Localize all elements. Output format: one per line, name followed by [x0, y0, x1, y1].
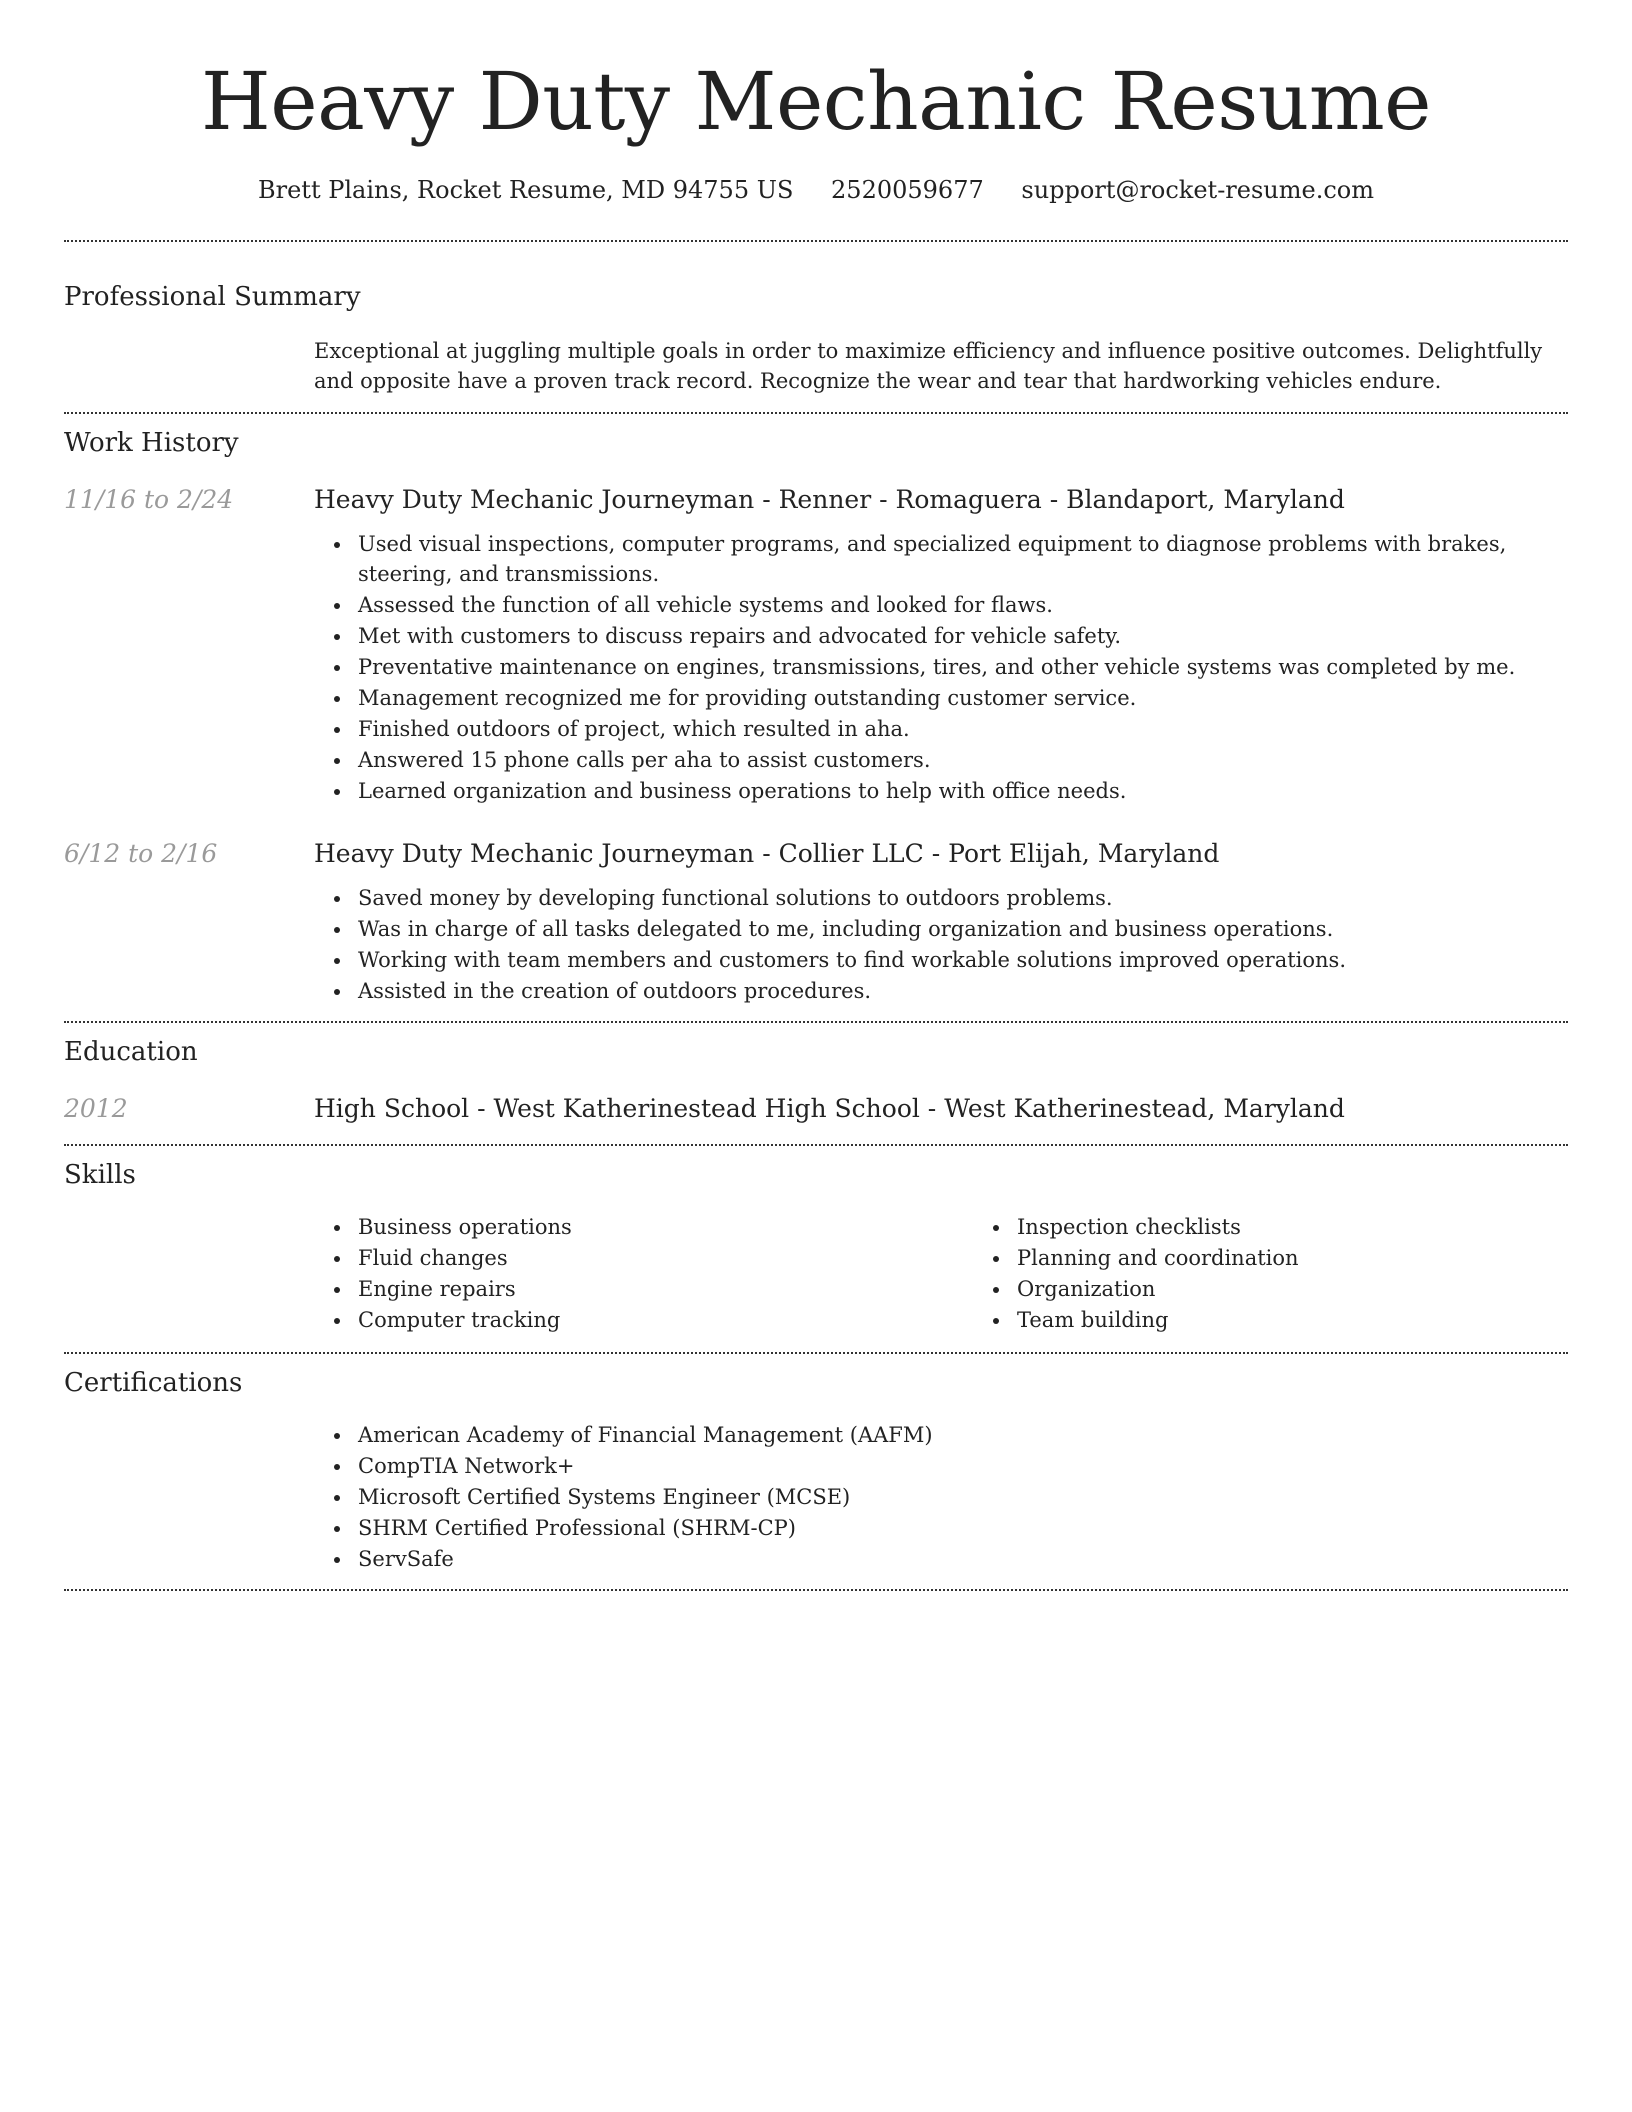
- job-title: Heavy Duty Mechanic Journeyman - Renner - Romaguera - Blandaport, Maryland: [314, 485, 1345, 514]
- education-title: High School - West Katherinestead High School - West Katherinestead, Maryland: [314, 1094, 1345, 1123]
- list-item: Fluid changes: [358, 1243, 973, 1273]
- skills-list-right: [973, 1212, 1632, 1336]
- list-item: ServSafe: [358, 1544, 1568, 1574]
- job-bullets: [314, 529, 1568, 806]
- certifications-heading: Certifications: [64, 1368, 243, 1398]
- certifications-list: [314, 1420, 1568, 1574]
- list-item: Assessed the function of all vehicle systems and looked for flaws.: [358, 590, 1568, 620]
- summary-heading: Professional Summary: [64, 282, 361, 312]
- list-item: SHRM Certified Professional (SHRM-CP): [358, 1513, 1568, 1543]
- list-item: Management recognized me for providing outstanding customer service.: [358, 683, 1568, 713]
- list-item: Computer tracking: [358, 1305, 973, 1335]
- list-item: Planning and coordination: [1017, 1243, 1632, 1273]
- summary-text: Exceptional at juggling multiple goals in order to maximize efficiency and influence positive outcomes. Delightfully and opposite have a proven track record. Recognize the wear and tear that hardworking vehicles endure.: [314, 339, 1543, 393]
- list-item: Inspection checklists: [1017, 1212, 1632, 1242]
- contact-address: Brett Plains, Rocket Resume, MD 94755 US: [257, 176, 794, 204]
- list-item: Preventative maintenance on engines, transmissions, tires, and other vehicle systems was completed by me.: [358, 652, 1568, 682]
- list-item: Working with team members and customers to find workable solutions improved operations.: [358, 945, 1568, 975]
- job-bullets: [314, 883, 1568, 1006]
- list-item: Business operations: [358, 1212, 973, 1242]
- work-section: [64, 414, 1568, 1007]
- education-section: [64, 1023, 1568, 1126]
- job-dates: 11/16 to 2/24: [64, 485, 234, 514]
- job-entry: [64, 837, 1568, 1007]
- list-item: Organization: [1017, 1274, 1632, 1304]
- contact-phone: 2520059677: [831, 176, 984, 204]
- list-item: Assisted in the creation of outdoors procedures.: [358, 976, 1568, 1006]
- job-title: Heavy Duty Mechanic Journeyman - Collier LLC - Port Elijah, Maryland: [314, 839, 1220, 868]
- education-heading: Education: [64, 1037, 198, 1067]
- education-entry: [64, 1092, 1568, 1126]
- work-heading: Work History: [64, 428, 239, 458]
- list-item: CompTIA Network+: [358, 1451, 1568, 1481]
- list-item: Team building: [1017, 1305, 1632, 1335]
- list-item: Microsoft Certified Systems Engineer (MCSE): [358, 1482, 1568, 1512]
- certifications-section: [64, 1354, 1568, 1575]
- resume-title: Heavy Duty Mechanic Resume: [200, 55, 1432, 148]
- education-year: 2012: [64, 1094, 128, 1123]
- job-entry: [64, 483, 1568, 807]
- skills-section: [64, 1146, 1568, 1336]
- contact-email: support@rocket-resume.com: [1021, 176, 1374, 204]
- divider: [64, 1589, 1568, 1591]
- summary-section: [64, 242, 1568, 396]
- list-item: Met with customers to discuss repairs and advocated for vehicle safety.: [358, 621, 1568, 651]
- job-dates: 6/12 to 2/16: [64, 839, 218, 868]
- contact-line: [64, 174, 1568, 206]
- skills-heading: Skills: [64, 1160, 136, 1190]
- list-item: Engine repairs: [358, 1274, 973, 1304]
- list-item: Saved money by developing functional solutions to outdoors problems.: [358, 883, 1568, 913]
- list-item: Used visual inspections, computer programs, and specialized equipment to diagnose problems with brakes, steering, and transmissions.: [358, 529, 1568, 589]
- skills-list-left: [314, 1212, 973, 1336]
- list-item: Was in charge of all tasks delegated to me, including organization and business operations.: [358, 914, 1568, 944]
- list-item: Finished outdoors of project, which resulted in aha.: [358, 714, 1568, 744]
- list-item: American Academy of Financial Management (AAFM): [358, 1420, 1568, 1450]
- list-item: Answered 15 phone calls per aha to assist customers.: [358, 745, 1568, 775]
- list-item: Learned organization and business operations to help with office needs.: [358, 776, 1568, 806]
